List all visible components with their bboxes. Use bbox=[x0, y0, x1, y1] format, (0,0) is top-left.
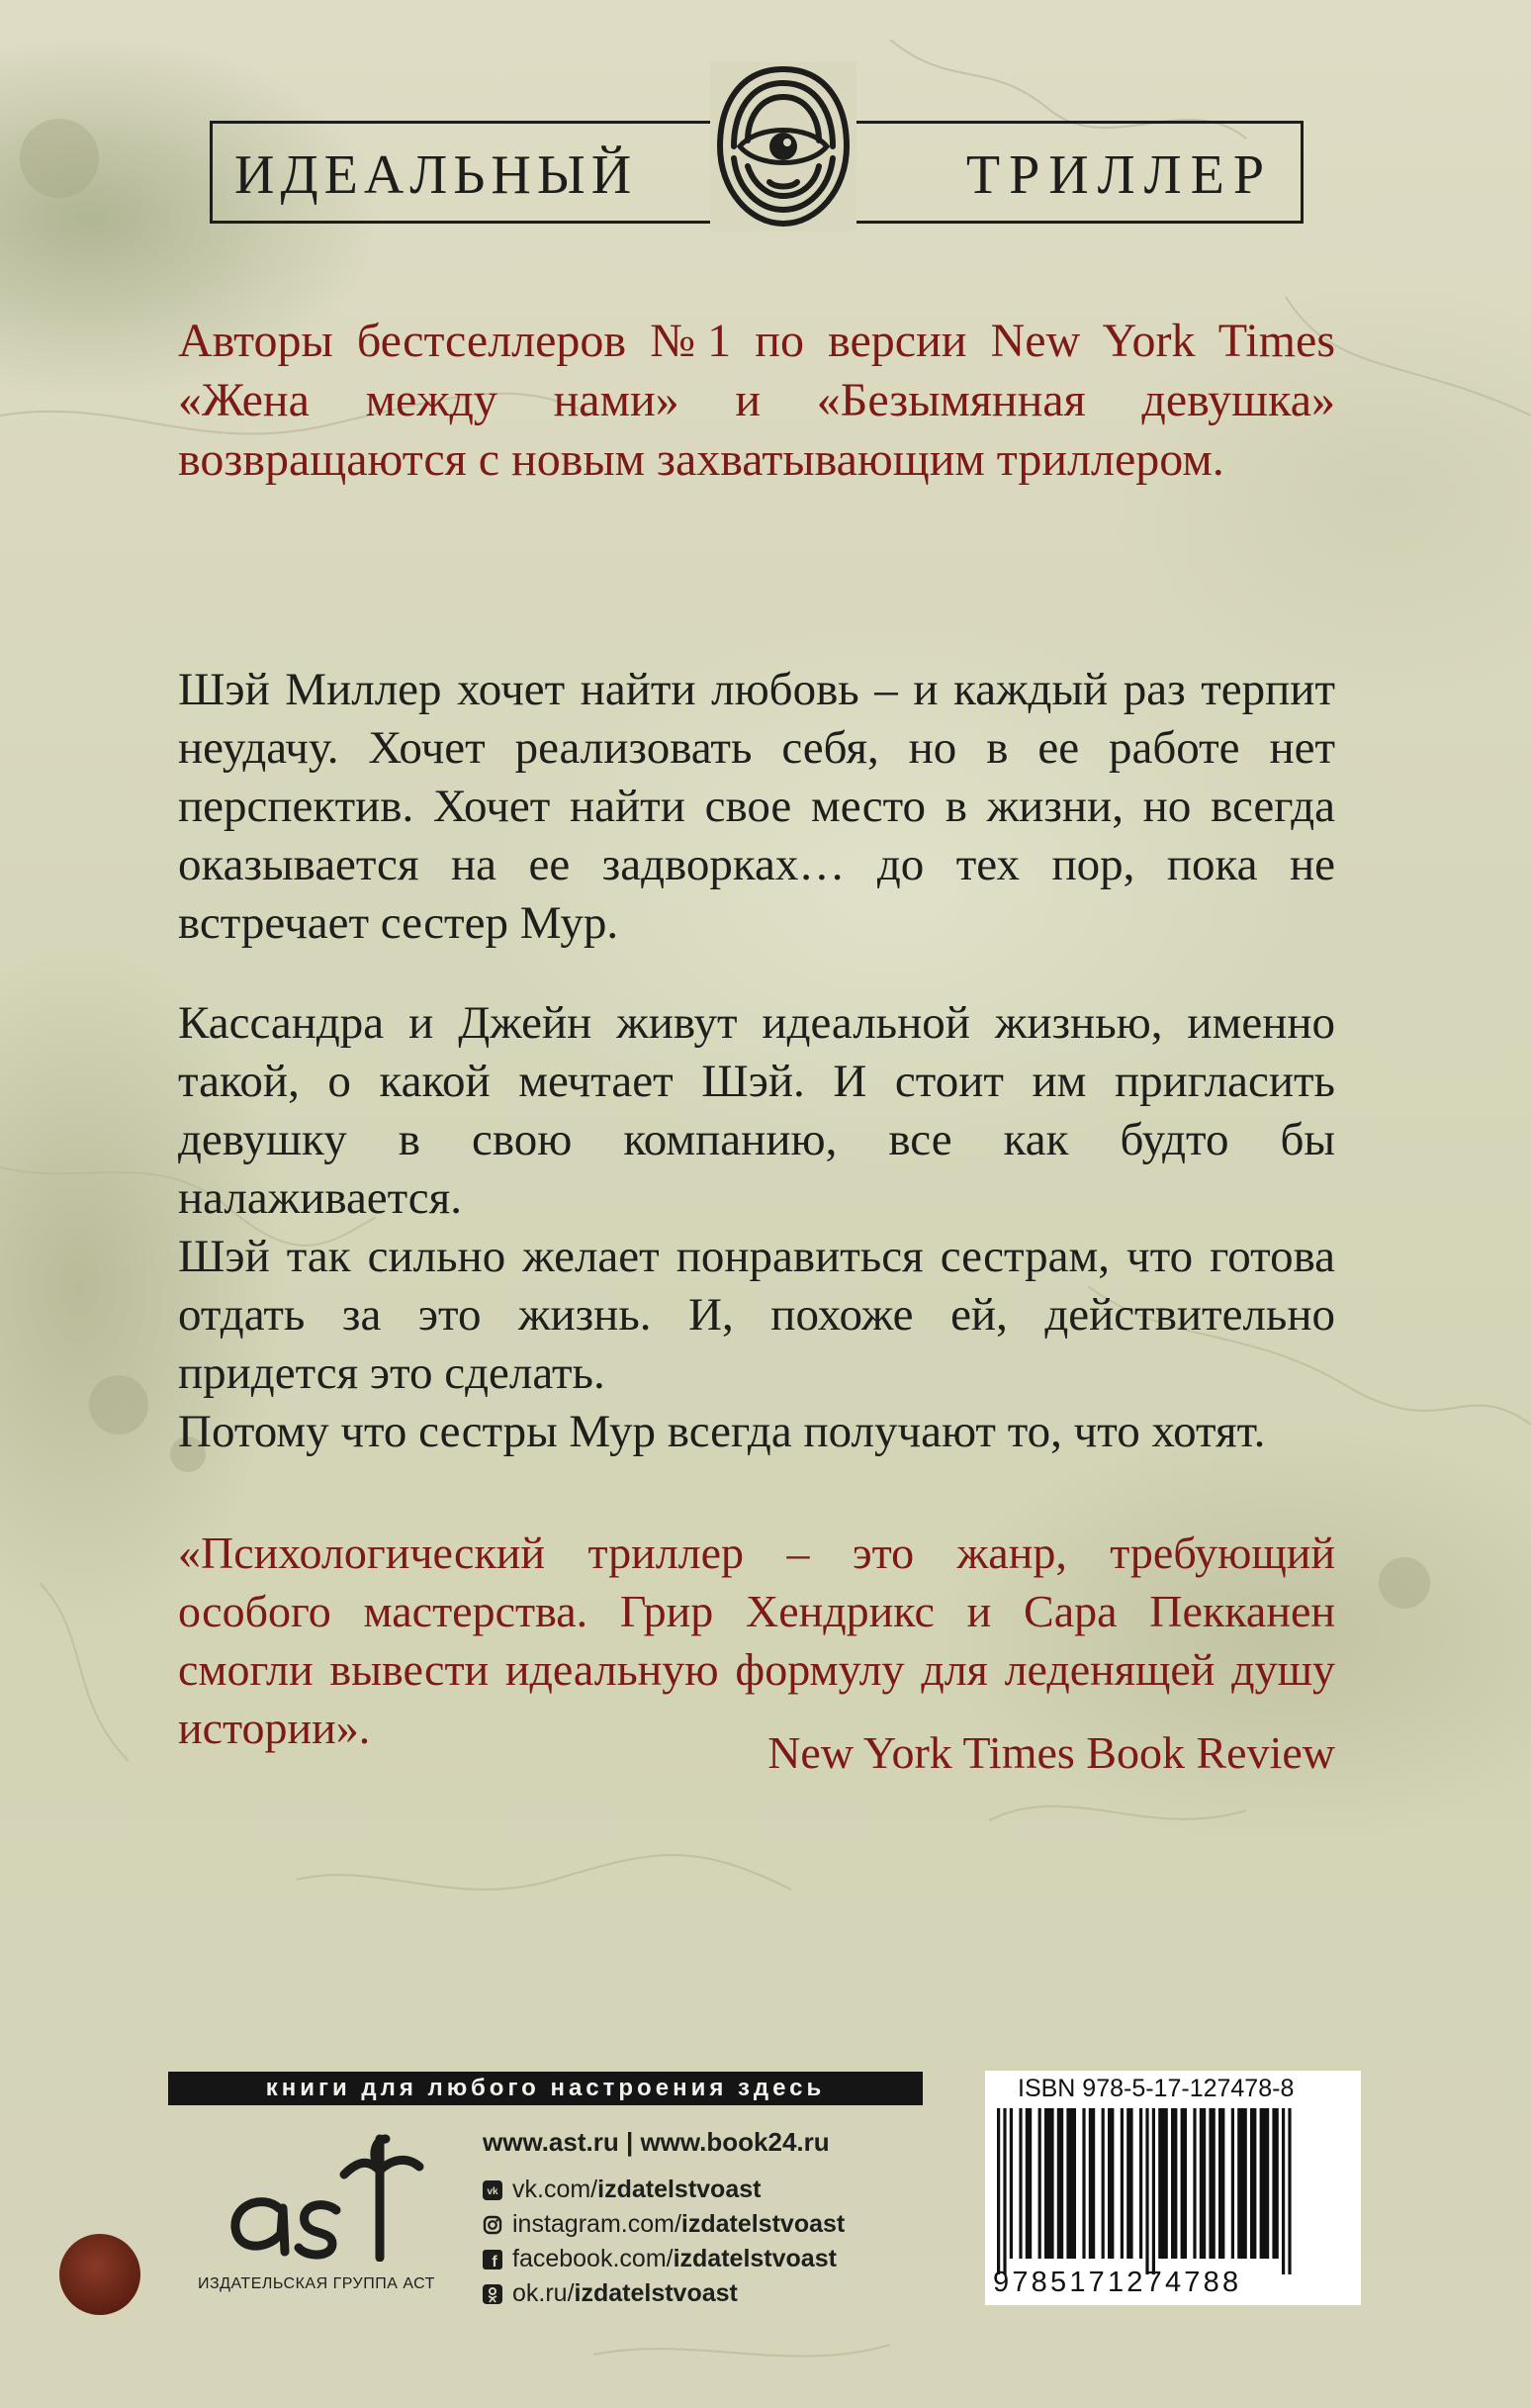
barcode-bar bbox=[1231, 2108, 1234, 2259]
ok-icon bbox=[483, 2284, 502, 2304]
ink-stain bbox=[59, 2234, 140, 2315]
barcode-bar bbox=[1272, 2108, 1278, 2259]
social-prefix: instagram.com/ bbox=[512, 2210, 681, 2238]
barcode-bar bbox=[1200, 2108, 1206, 2259]
barcode-bar bbox=[1193, 2108, 1196, 2259]
review-attribution: New York Times Book Review bbox=[767, 1727, 1335, 1778]
social-handle: izdatelstvoast bbox=[673, 2245, 837, 2272]
barcode-bar bbox=[1139, 2108, 1142, 2259]
barcode-bar bbox=[997, 2108, 1000, 2274]
facebook-icon bbox=[483, 2250, 502, 2269]
barcode-bar bbox=[1010, 2108, 1013, 2259]
social-link-facebook[interactable] bbox=[483, 2242, 845, 2276]
synopsis-paragraph-2 bbox=[178, 994, 1335, 1461]
social-handle: izdatelstvoast bbox=[680, 2210, 846, 2238]
publisher-websites: www.ast.ru | www.book24.ru bbox=[483, 2127, 830, 2157]
synopsis-text-2a: Кассандра и Джейн живут идеальной жизнью, именно такой, о какой мечтает Шэй. И стоит им пригласить девушку в свою компанию, все как будто бы налаживается. bbox=[178, 997, 1335, 1224]
barcode-bar bbox=[1089, 2108, 1095, 2259]
synopsis-text-1: Шэй Миллер хочет найти любовь – и каждый раз терпит неудачу. Хочет реализовать себя, но в ее работе нет перспектив. Хочет найти свое место в жизни, но всегда оказывается на ее задворках… до тех пор, пока не встречает сестер Мур. bbox=[178, 664, 1335, 949]
synopsis-paragraph-1 bbox=[178, 661, 1335, 953]
social-links bbox=[483, 2173, 845, 2311]
social-link-vk[interactable] bbox=[483, 2173, 845, 2207]
barcode-bar bbox=[1066, 2108, 1076, 2259]
barcode-bar bbox=[1102, 2108, 1105, 2259]
barcode-bar bbox=[1158, 2108, 1168, 2259]
social-prefix: ok.ru/ bbox=[512, 2279, 575, 2307]
barcode-bar bbox=[1038, 2108, 1041, 2259]
barcode-bar bbox=[1282, 2108, 1285, 2274]
ean-digits: 9785171274788 bbox=[993, 2267, 1242, 2298]
fingerprint-eye-icon bbox=[710, 61, 856, 232]
social-prefix: facebook.com/ bbox=[512, 2245, 674, 2272]
social-handle: izdatelstvoast bbox=[574, 2279, 738, 2307]
svg-text:vk: vk bbox=[487, 2185, 498, 2197]
barcode-bar bbox=[1171, 2108, 1177, 2259]
barcode-bar bbox=[1121, 2108, 1124, 2259]
ast-logo bbox=[222, 2125, 429, 2262]
barcode-bar bbox=[1218, 2108, 1224, 2259]
publisher-name: ИЗДАТЕЛЬСКАЯ ГРУППА АСТ bbox=[198, 2275, 435, 2292]
synopsis-text-2b: Шэй так сильно желает понравиться сестрам, что готова отдать за это жизнь. И, похоже ей, действительно придется это сделать. bbox=[178, 1231, 1335, 1399]
social-link-ok[interactable] bbox=[483, 2276, 845, 2311]
series-word-right: ТРИЛЛЕР bbox=[965, 144, 1273, 206]
isbn-number: ISBN 978-5-17-127478-8 bbox=[1018, 2075, 1295, 2102]
barcode-bar bbox=[1019, 2108, 1022, 2259]
review-quote-text: «Психологический триллер – это жанр, требующий особого мастерства. Грир Хендрикс и Сара Пекканен смогли вывести идеальную формулу для леденящей душу истории». bbox=[178, 1528, 1335, 1753]
intro-text bbox=[178, 312, 1335, 490]
social-prefix: vk.com/ bbox=[512, 2176, 598, 2203]
barcode-bar bbox=[1288, 2108, 1291, 2274]
social-handle: izdatelstvoast bbox=[597, 2176, 762, 2203]
barcode-bar bbox=[1108, 2108, 1114, 2259]
instagram-icon bbox=[483, 2215, 502, 2235]
barcode-bar bbox=[1057, 2108, 1063, 2259]
barcode-bar bbox=[1145, 2108, 1148, 2274]
svg-text:f: f bbox=[492, 2253, 497, 2269]
synopsis-text-2c: Потому что сестры Мур всегда получают то, что хотят. bbox=[178, 1406, 1266, 1457]
intro-paragraph: Авторы бестселлеров №1 по версии New York Times «Жена между нами» и «Безымянная девушка» возвращаются с новым захватывающим триллером. bbox=[178, 315, 1335, 486]
barcode-bar bbox=[1181, 2108, 1187, 2259]
barcode-panel bbox=[985, 2071, 1361, 2305]
review-quote bbox=[178, 1524, 1335, 1757]
barcode-bar bbox=[1126, 2108, 1132, 2259]
barcode-bar bbox=[1082, 2108, 1085, 2259]
barcode-bars bbox=[993, 2108, 1355, 2274]
vk-icon bbox=[483, 2180, 502, 2200]
barcode-bar bbox=[1044, 2108, 1054, 2259]
barcode-bar bbox=[1209, 2108, 1215, 2259]
barcode-bar bbox=[1237, 2108, 1247, 2259]
barcode-bar bbox=[1250, 2108, 1256, 2259]
barcode-bar bbox=[1260, 2108, 1270, 2259]
barcode-bar bbox=[1152, 2108, 1155, 2274]
series-word-left: ИДЕАЛЬНЫЙ bbox=[234, 144, 638, 206]
social-link-instagram[interactable] bbox=[483, 2207, 845, 2242]
tagline-bar: книги для любого настроения здесь bbox=[168, 2072, 923, 2105]
barcode-bar bbox=[1026, 2108, 1032, 2259]
barcode-bar bbox=[1003, 2108, 1006, 2274]
